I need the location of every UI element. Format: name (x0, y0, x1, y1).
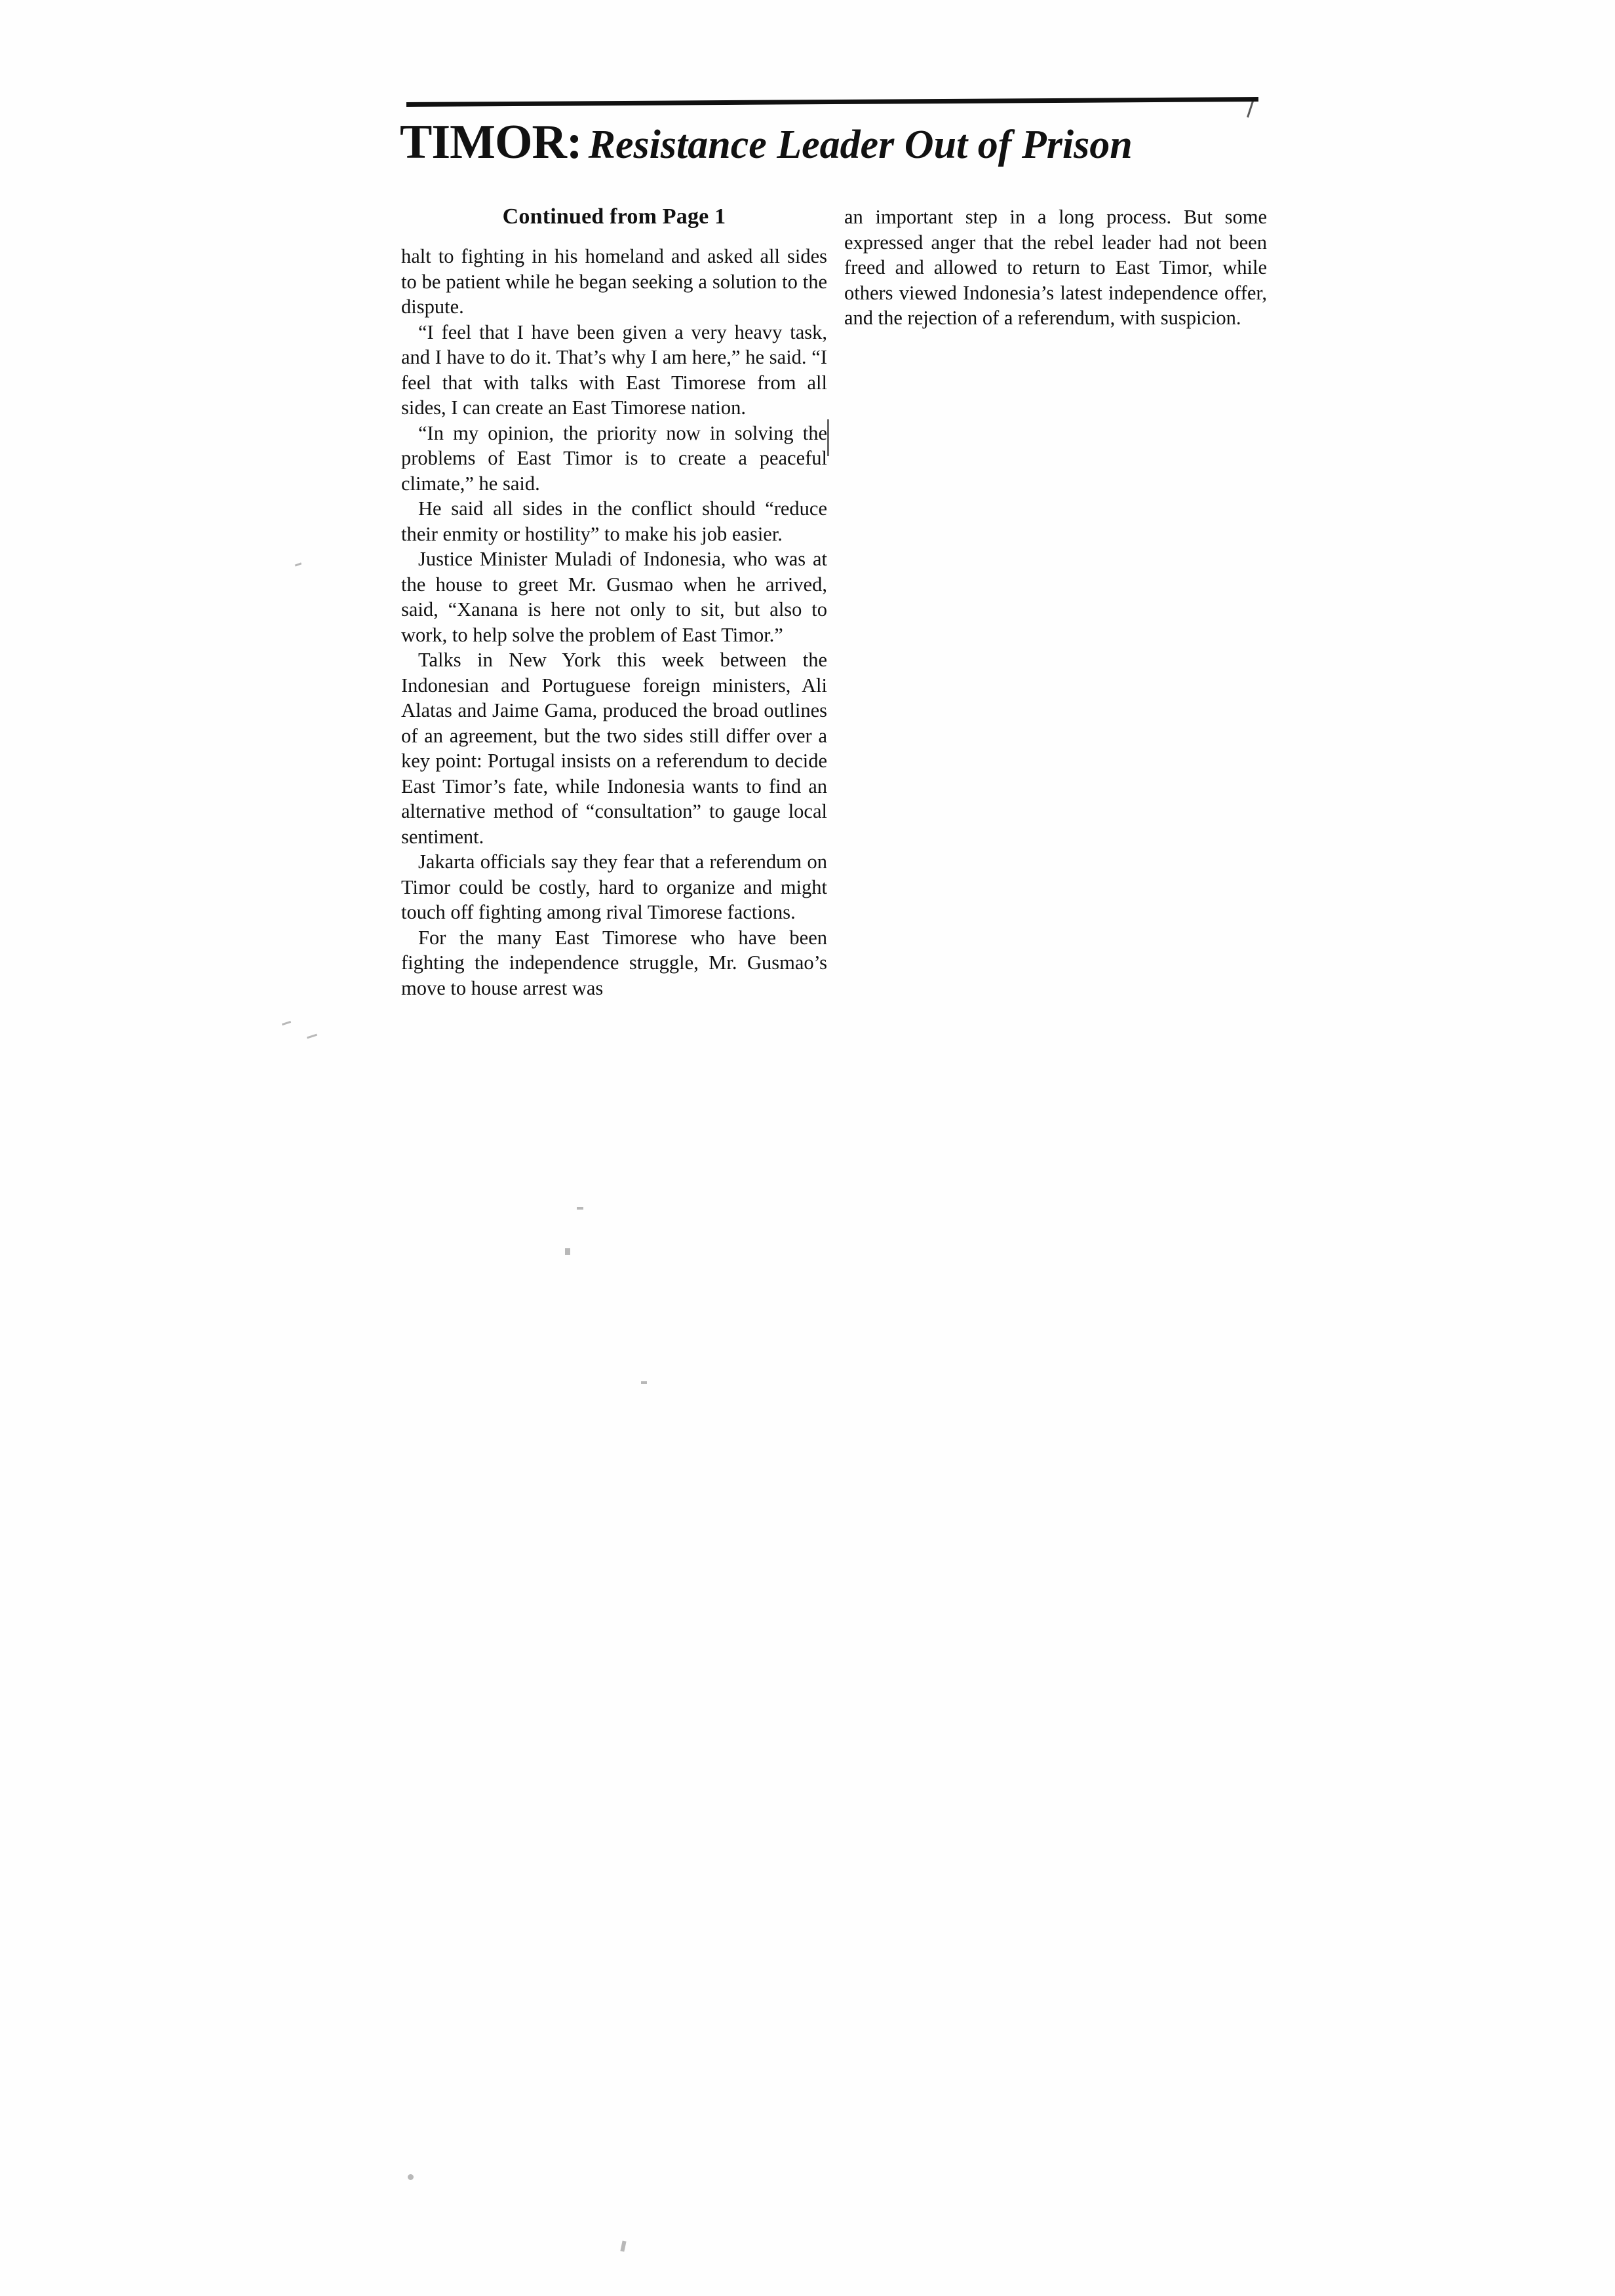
scan-speck (282, 1021, 291, 1025)
paragraph: Justice Minister Muladi of Indonesia, who was at the house to greet Mr. Gusmao when he arrived, said, “Xanana is here not only to sit, but also to work, to help solve the problem of East Timor.” (401, 548, 827, 646)
headline-subhead: Resistance Leader Out of Prison (588, 123, 1133, 167)
paragraph: He said all sides in the conflict should “reduce their enmity or hostility” to make his job easier. (401, 497, 827, 545)
paragraph: Jakarta officials say they fear that a referendum on Timor could be costly, hard to organize and might touch off fighting among rival Timorese factions. (401, 851, 827, 923)
scan-speck (565, 1248, 570, 1255)
paragraph: Talks in New York this week between the Indonesian and Portuguese foreign ministers, Ali Alatas and Jaime Gama, produced the broad outlines of an agreement, but the two sides still differ over a key point: Portugal insists on a referendum to decide East Timor’s fate, while Indonesia wants to find an alternative method of “consultation” to gauge local sentiment. (401, 649, 827, 848)
scan-speck (641, 1381, 647, 1384)
headline-rule (406, 97, 1258, 107)
paragraph: halt to fighting in his homeland and asked all sides to be patient while he began seeking a solution to the dispute. (401, 245, 827, 318)
article-body-left (401, 244, 827, 1001)
headline-kicker: TIMOR: (400, 115, 582, 169)
paragraph: “I feel that I have been given a very heavy task, and I have to do it. That’s why I am here,” he said. “I feel that with talks with East Timorese from all sides, I can create an East Timorese nation. (401, 320, 827, 419)
paragraph: For the many East Timorese who have been fighting the independence struggle, Mr. Gusmao’s move to house arrest was (401, 926, 827, 999)
scan-artifact-mark (827, 419, 829, 456)
paragraph: an important step in a long process. But some expressed anger that the rebel leader had not been freed and allowed to return to East Timor, while others viewed Indonesia’s latest independence offer, and the rejection of a referendum, with suspicion. (844, 206, 1267, 329)
scan-speck (577, 1207, 583, 1210)
article-body-right (844, 204, 1267, 331)
scan-speck (307, 1034, 317, 1039)
scan-speck (408, 2174, 414, 2180)
scan-speck (295, 562, 302, 566)
article-column-left (401, 204, 827, 1001)
article-column-right (844, 204, 1267, 331)
continued-from-label: Continued from Page 1 (502, 204, 726, 229)
paragraph: “In my opinion, the priority now in solving the problems of East Timor is to create a peaceful climate,” he said. (401, 421, 827, 495)
scan-speck (620, 2241, 626, 2252)
page-title (400, 115, 1291, 169)
